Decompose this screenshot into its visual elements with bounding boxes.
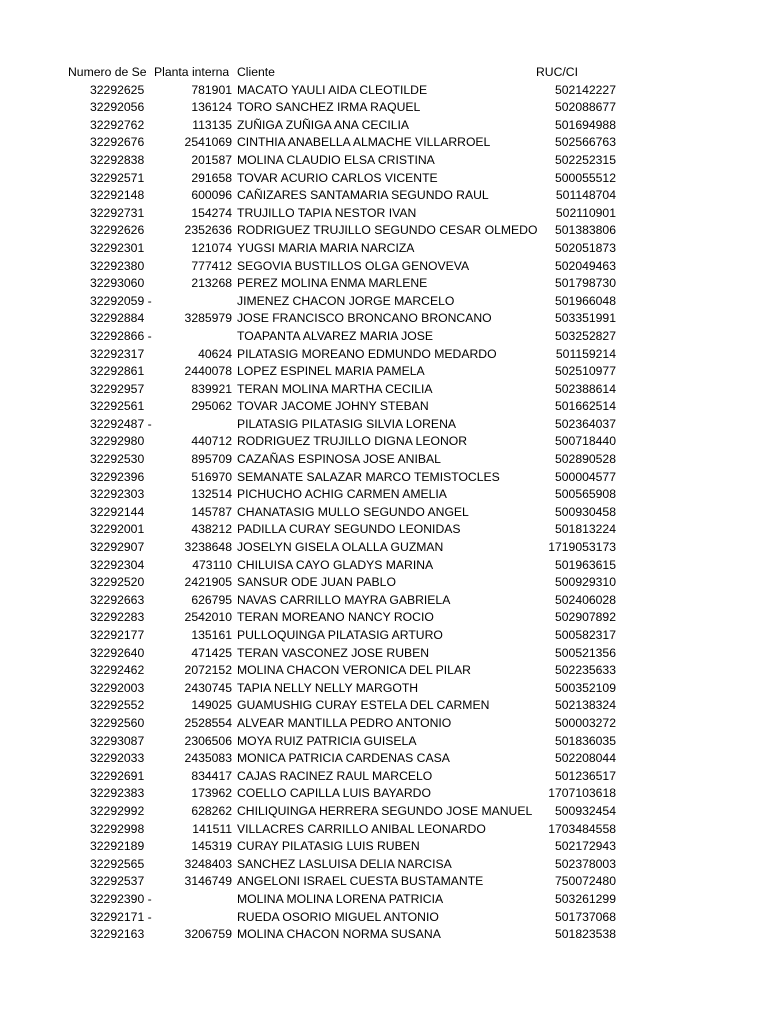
cell-client: TOVAR ACURIO CARLOS VICENTE [237,170,438,185]
table-row [0,680,768,698]
table-row [0,574,768,592]
cell-ruc: 502172943 [554,839,616,854]
cell-ruc: 503261299 [554,891,616,906]
cell-client: JOSELYN GISELA OLALLA GUZMAN [237,540,444,555]
cell-ruc: 1719053173 [548,540,616,555]
cell-client: TERAN VASCONEZ JOSE RUBEN [237,645,430,660]
cell-plant: 438212 [191,522,232,537]
table-row [0,381,768,399]
table-row [0,697,768,715]
cell-ruc: 502138324 [554,698,616,713]
cell-plant: 295062 [191,399,232,414]
table-row [0,592,768,610]
table-row [0,856,768,874]
cell-plant: 628262 [191,803,232,818]
table-row [0,240,768,258]
cell-serial: 32292148 [90,188,145,203]
cell-serial: 32292884 [90,311,145,326]
cell-serial: 32292537 [90,874,145,889]
cell-serial: 32292907 [90,540,145,555]
cell-client: CAJAS RACINEZ RAUL MARCELO [237,768,433,783]
cell-plant: 291658 [191,170,232,185]
table-row [0,134,768,152]
cell-ruc: 501662514 [554,399,616,414]
cell-client: MONICA PATRICIA CARDENAS CASA [237,751,450,766]
cell-client: MOLINA CHACON VERONICA DEL PILAR [237,663,471,678]
cell-plant: 3206759 [184,927,232,942]
cell-ruc: 501737068 [554,909,616,924]
cell-ruc: 500718440 [554,434,616,449]
table-row [0,521,768,539]
table-row [0,363,768,381]
cell-plant: 40624 [198,346,232,361]
cell-ruc: 501383806 [554,223,616,238]
cell-serial: 32292676 [90,135,145,150]
cell-client: TOVAR JACOME JOHNY STEBAN [237,399,429,414]
table-row [0,873,768,891]
table-row [0,926,768,944]
cell-ruc: 500521356 [554,645,616,660]
cell-plant: 781901 [191,82,232,97]
cell-serial: 32292283 [90,610,145,625]
cell-ruc: 500930458 [554,504,616,519]
table-row [0,117,768,135]
cell-plant: 3248403 [184,856,232,871]
cell-client: VILLACRES CARRILLO ANIBAL LEONARDO [237,821,486,836]
cell-client: RODRIGUEZ TRUJILLO SEGUNDO CESAR OLMEDO [237,223,537,238]
cell-serial: 32293060 [90,276,145,291]
cell-client: ANGELONI ISRAEL CUESTA BUSTAMANTE [237,874,484,889]
cell-plant: 834417 [191,768,232,783]
cell-ruc: 500352109 [554,680,616,695]
table-row [0,346,768,364]
cell-ruc: 503252827 [554,328,616,343]
table-row [0,803,768,821]
cell-serial: 32292301 [90,240,145,255]
cell-client: TAPIA NELLY NELLY MARGOTH [237,680,419,695]
cell-serial: 32292317 [90,346,145,361]
cell-ruc: 750072480 [554,874,616,889]
cell-serial: 32292998 [90,821,145,836]
cell-client: JIMENEZ CHACON JORGE MARCELO [237,293,455,308]
cell-ruc: 500003272 [554,715,616,730]
cell-serial: 32292171 - [90,909,152,924]
cell-ruc: 502235633 [554,663,616,678]
cell-ruc: 500055512 [554,170,616,185]
cell-serial: 32292838 [90,152,145,167]
cell-client: ZUÑIGA ZUÑIGA ANA CECILIA [237,117,410,132]
cell-client: JOSE FRANCISCO BRONCANO BRONCANO [237,311,492,326]
table-body [0,82,768,944]
cell-client: ALVEAR MANTILLA PEDRO ANTONIO [237,715,452,730]
cell-ruc: 501823538 [554,927,616,942]
cell-client: MACATO YAULI AIDA CLEOTILDE [237,82,428,97]
cell-client: SANCHEZ LASLUISA DELIA NARCISA [237,856,452,871]
cell-plant: 141511 [192,821,232,836]
cell-plant: 2430745 [184,680,232,695]
cell-plant: 2440078 [184,364,232,379]
cell-serial: 32292571 [90,170,145,185]
cell-client: COELLO CAPILLA LUIS BAYARDO [237,786,431,801]
cell-client: TOAPANTA ALVAREZ MARIA JOSE [237,328,433,343]
cell-ruc: 502049463 [554,258,616,273]
table-row [0,750,768,768]
cell-plant: 201587 [191,152,232,167]
table-row [0,504,768,522]
cell-ruc: 501963615 [554,557,616,572]
cell-plant: 626795 [191,592,232,607]
table-row [0,909,768,927]
cell-ruc: 501966048 [554,293,616,308]
cell-serial: 32292380 [90,258,145,273]
cell-client: CAÑIZARES SANTAMARIA SEGUNDO RAUL [237,188,489,203]
cell-ruc: 500932454 [554,803,616,818]
table-row [0,416,768,434]
cell-ruc: 502890528 [554,452,616,467]
header-client: Cliente [237,65,275,79]
cell-serial: 32292003 [90,680,145,695]
table-row [0,838,768,856]
cell-ruc: 502907892 [554,610,616,625]
cell-ruc: 502364037 [554,416,616,431]
cell-plant: 471425 [191,645,232,660]
cell-ruc: 501798730 [554,276,616,291]
cell-serial: 32292640 [90,645,145,660]
cell-client: CHILIQUINGA HERRERA SEGUNDO JOSE MANUEL [237,803,533,818]
table-row [0,768,768,786]
table-row [0,328,768,346]
cell-serial: 32292992 [90,803,145,818]
cell-client: MOLINA MOLINA LORENA PATRICIA [237,891,444,906]
cell-serial: 32292396 [90,469,145,484]
cell-client: YUGSI MARIA MARIA NARCIZA [237,240,415,255]
cell-plant: 895709 [191,452,232,467]
cell-plant: 2528554 [184,715,232,730]
cell-serial: 32292144 [90,504,145,519]
cell-client: RUEDA OSORIO MIGUEL ANTONIO [237,909,439,924]
table-row [0,398,768,416]
cell-serial: 32292520 [90,575,145,590]
cell-client: GUAMUSHIG CURAY ESTELA DEL CARMEN [237,698,490,713]
table-row [0,469,768,487]
cell-serial: 32292001 [90,522,145,537]
cell-serial: 32292304 [90,557,145,572]
cell-client: CINTHIA ANABELLA ALMACHE VILLARROEL [237,135,491,150]
table-row [0,99,768,117]
cell-client: PADILLA CURAY SEGUNDO LEONIDAS [237,522,461,537]
cell-client: TORO SANCHEZ IRMA RAQUEL [237,100,421,115]
cell-serial: 32292625 [90,82,145,97]
cell-ruc: 500565908 [554,487,616,502]
cell-serial: 32292957 [90,381,145,396]
cell-serial: 32292565 [90,856,145,871]
cell-ruc: 502142227 [554,82,616,97]
cell-client: TRUJILLO TAPIA NESTOR IVAN [237,205,417,220]
cell-client: LOPEZ ESPINEL MARIA PAMELA [237,364,425,379]
cell-plant: 113135 [192,117,232,132]
cell-plant: 839921 [191,381,232,396]
cell-serial: 32292626 [90,223,145,238]
cell-plant: 2541069 [184,135,232,150]
cell-client: NAVAS CARRILLO MAYRA GABRIELA [237,592,451,607]
cell-client: PILATASIG PILATASIG SILVIA LORENA [237,416,456,431]
table-row [0,733,768,751]
table-row [0,645,768,663]
cell-client: MOLINA CLAUDIO ELSA CRISTINA [237,152,435,167]
cell-client: CHILUISA CAYO GLADYS MARINA [237,557,434,572]
cell-client: CHANATASIG MULLO SEGUNDO ANGEL [237,504,469,519]
cell-ruc: 502110901 [555,205,616,220]
cell-plant: 2435083 [184,751,232,766]
spreadsheet [0,64,768,944]
cell-client: PILATASIG MOREANO EDMUNDO MEDARDO [237,346,497,361]
cell-client: CURAY PILATASIG LUIS RUBEN [237,839,420,854]
cell-client: MOYA RUIZ PATRICIA GUISELA [237,733,417,748]
table-row [0,187,768,205]
cell-ruc: 500582317 [554,628,616,642]
cell-client: SEMANATE SALAZAR MARCO TEMISTOCLES [237,469,500,484]
cell-plant: 132514 [191,487,232,502]
cell-plant: 2421905 [184,575,232,590]
cell-serial: 32292861 [90,364,145,379]
cell-serial: 32292731 [90,205,145,220]
cell-serial: 32292530 [90,452,145,467]
cell-ruc: 501813224 [554,522,616,537]
table-row [0,557,768,575]
cell-client: PULLOQUINGA PILATASIG ARTURO [237,628,443,642]
table-row [0,891,768,909]
cell-serial: 32292390 - [90,891,152,906]
cell-plant: 145319 [191,839,232,854]
table-row [0,539,768,557]
cell-client: RODRIGUEZ TRUJILLO DIGNA LEONOR [237,434,468,449]
cell-serial: 32292980 [90,434,145,449]
cell-plant: 121074 [191,240,232,255]
cell-serial: 32292561 [90,399,145,414]
cell-ruc: 501159214 [555,346,616,361]
table-row [0,451,768,469]
table-row [0,785,768,803]
table-row [0,205,768,223]
table-row [0,821,768,839]
cell-ruc: 503351991 [554,311,616,326]
cell-ruc: 502510977 [554,364,616,379]
table-row [0,152,768,170]
cell-plant: 2072152 [184,663,232,678]
cell-plant: 154274 [191,205,232,220]
cell-plant: 777412 [191,258,232,273]
cell-serial: 32292552 [90,698,145,713]
cell-client: SANSUR ODE JUAN PABLO [237,575,396,590]
cell-plant: 3146749 [184,874,232,889]
cell-ruc: 502208044 [554,751,616,766]
cell-ruc: 501148704 [555,188,616,203]
cell-serial: 32292033 [90,751,145,766]
cell-client: PICHUCHO ACHIG CARMEN AMELIA [237,487,447,502]
table-row [0,222,768,240]
cell-plant: 600096 [191,188,232,203]
cell-serial: 32292691 [90,768,145,783]
cell-client: MOLINA CHACON NORMA SUSANA [237,927,441,942]
cell-ruc: 502388614 [554,381,616,396]
cell-serial: 32292383 [90,786,145,801]
cell-serial: 32292762 [90,117,145,132]
cell-ruc: 502566763 [554,135,616,150]
cell-plant: 213268 [191,276,232,291]
cell-ruc: 501694988 [554,117,616,132]
cell-serial: 32292462 [90,663,145,678]
table-row [0,609,768,627]
cell-ruc: 502088677 [554,100,616,115]
cell-ruc: 501836035 [554,733,616,748]
cell-plant: 149025 [191,698,232,713]
cell-ruc: 501236517 [554,768,616,783]
cell-serial: 32292560 [90,715,145,730]
cell-plant: 136124 [191,100,232,115]
table-row [0,258,768,276]
cell-ruc: 500929310 [554,575,616,590]
cell-serial: 32292056 [90,100,145,115]
cell-client: TERAN MOLINA MARTHA CECILIA [237,381,433,396]
cell-serial: 32293087 [90,733,145,748]
cell-client: CAZAÑAS ESPINOSA JOSE ANIBAL [237,452,441,467]
cell-client: SEGOVIA BUSTILLOS OLGA GENOVEVA [237,258,470,273]
cell-serial: 32292059 - [90,293,152,308]
cell-plant: 135161 [191,628,232,642]
cell-serial: 32292303 [90,487,145,502]
cell-plant: 173962 [191,786,232,801]
cell-ruc: 1707103618 [548,786,616,801]
table-row [0,82,768,100]
cell-serial: 32292189 [90,839,145,854]
cell-ruc: 500004577 [554,469,616,484]
cell-plant: 2352636 [184,223,232,238]
header-serial: Numero de Se [68,65,147,79]
cell-plant: 3238648 [184,540,232,555]
cell-ruc: 502252315 [554,152,616,167]
cell-plant: 2306506 [184,733,232,748]
table-row [0,275,768,293]
table-row [0,486,768,504]
header-row [0,64,768,82]
table-row [0,170,768,188]
cell-serial: 32292663 [90,592,145,607]
cell-plant: 2542010 [184,610,232,625]
cell-plant: 3285979 [184,311,232,326]
cell-client: TERAN MOREANO NANCY ROCIO [237,610,434,625]
cell-plant: 440712 [191,434,232,449]
cell-serial: 32292163 [90,927,145,942]
table-row [0,662,768,680]
cell-serial: 32292177 [90,628,145,642]
cell-plant: 473110 [192,557,232,572]
header-plant: Planta interna [154,65,230,79]
table-row [0,293,768,311]
cell-serial: 32292866 - [90,328,152,343]
cell-serial: 32292487 - [90,416,152,431]
cell-client: PEREZ MOLINA ENMA MARLENE [237,276,428,291]
cell-ruc: 502378003 [554,856,616,871]
header-ruc: RUC/CI [536,65,578,79]
table-row [0,433,768,451]
cell-ruc: 502406028 [554,592,616,607]
cell-ruc: 502051873 [554,240,616,255]
table-row [0,310,768,328]
cell-ruc: 1703484558 [548,821,616,836]
table-row [0,715,768,733]
cell-plant: 516970 [191,469,232,484]
table-row [0,627,768,645]
cell-plant: 145787 [191,504,232,519]
